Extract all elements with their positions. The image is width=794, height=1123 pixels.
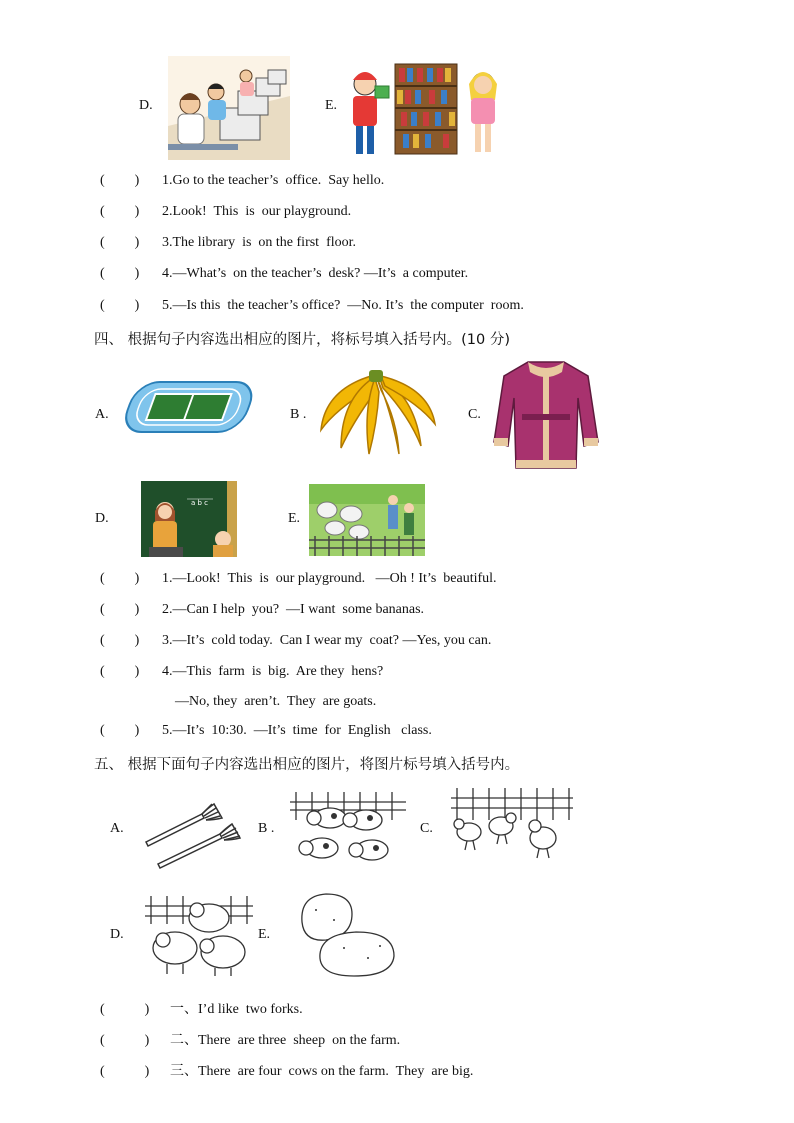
question-row: ( ) 4.—This farm is big. Are they hens? [100, 664, 384, 679]
option-label-d: D. [95, 511, 109, 526]
option-label-b: B . [290, 407, 307, 422]
option-label-b: B . [258, 821, 275, 836]
hens-image [451, 786, 573, 868]
svg-text:a b c: a b c [191, 499, 209, 507]
question-row: ( ) 1.Go to the teacher’s office. Say hello. [100, 173, 385, 188]
question-row: ( ) 1.—Look! This is our playground. —Oh ! It’s beautiful. [100, 571, 497, 586]
section-heading: 四、 根据句子内容选出相应的图片，将标号填入括号内。(10 分) [94, 332, 510, 348]
answer-blank[interactable]: ( ) [100, 571, 140, 586]
option-label-e: E. [258, 927, 271, 942]
option-label-d: D. [139, 98, 153, 113]
answer-blank[interactable]: ( ) [100, 633, 140, 648]
option-label-e: E. [288, 511, 301, 526]
option-label-a: A. [95, 407, 109, 422]
question-row: ( ) 三、There are four cows on the farm. They are big. [100, 1064, 474, 1079]
option-label-d: D. [110, 927, 124, 942]
question-row: ( ) 5.—Is this the teacher’s office? —No. It’s the computer room. [100, 298, 524, 313]
answer-blank[interactable]: ( ) [100, 1064, 150, 1079]
playground-image [122, 376, 260, 440]
question-row: ( ) 2.—Can I help you? —I want some bananas. [100, 602, 425, 617]
answer-blank[interactable]: ( ) [100, 266, 140, 281]
question-row: ( ) 一、I’d like two forks. [100, 1002, 303, 1017]
question-row: ( ) 二、There are three sheep on the farm. [100, 1033, 401, 1048]
question-row: ( ) 4.—What’s on the teacher’s desk? —It’s a computer. [100, 266, 469, 281]
question-row: ( ) 5.—It’s 10:30. —It’s time for English class. [100, 723, 432, 738]
option-label-c: C. [468, 407, 481, 422]
answer-blank[interactable]: ( ) [100, 298, 140, 313]
coat-image [492, 356, 600, 474]
question-row: ( ) 3.—It’s cold today. Can I wear my coat? —Yes, you can. [100, 633, 492, 648]
potatoes-image [294, 892, 398, 978]
sheep-image [145, 894, 253, 976]
answer-blank[interactable]: ( ) [100, 602, 140, 617]
answer-blank[interactable]: ( ) [100, 723, 140, 738]
question-row: ( ) 3.The library is on the first floor. [100, 235, 357, 250]
answer-blank[interactable]: ( ) [100, 1033, 150, 1048]
computer-room-image [168, 56, 290, 160]
cows-image [290, 788, 406, 872]
section-heading: 五、 根据下面句子内容选出相应的图片，将图片标号填入括号内。 [94, 757, 520, 773]
option-label-c: C. [420, 821, 433, 836]
answer-blank[interactable]: ( ) [100, 664, 140, 679]
option-label-a: A. [110, 821, 124, 836]
answer-blank[interactable]: ( ) [100, 235, 140, 250]
library-image [345, 62, 505, 158]
answer-blank[interactable]: ( ) [100, 173, 140, 188]
bananas-image [315, 370, 439, 458]
answer-blank[interactable]: ( ) [100, 204, 140, 219]
answer-blank[interactable]: ( ) [100, 1002, 150, 1017]
english-class-image [141, 481, 237, 557]
option-label-e: E. [325, 98, 338, 113]
forks-image [142, 790, 254, 870]
question-continuation: —No, they aren’t. They are goats. [175, 694, 377, 709]
farm-goats-image [309, 484, 425, 556]
question-row: ( ) 2.Look! This is our playground. [100, 204, 352, 219]
